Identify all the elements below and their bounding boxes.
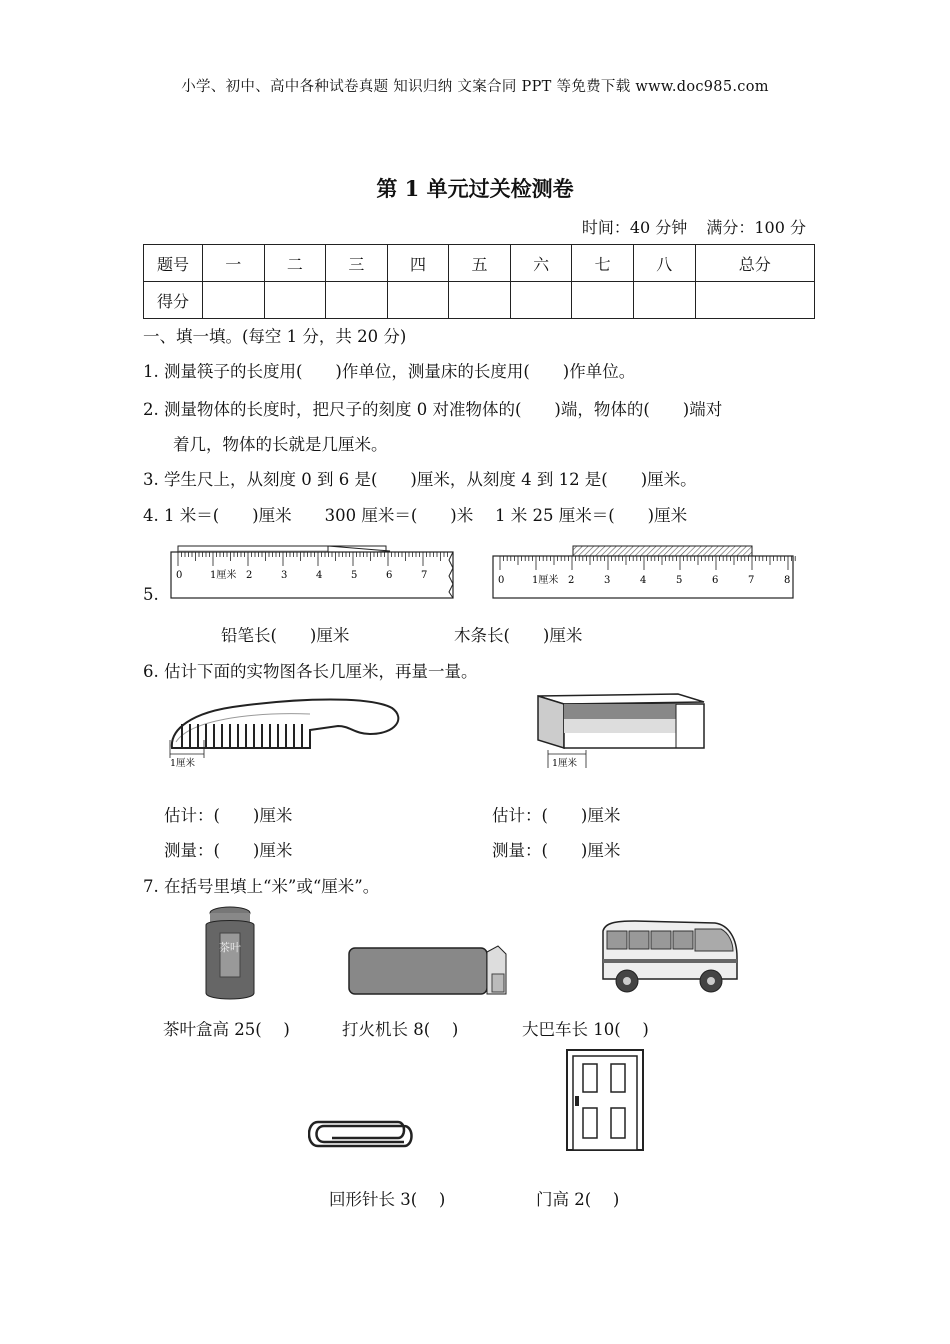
unit-marker-label: 1厘米 xyxy=(552,758,578,769)
question-3: 3. 学生尺上，从刻度 0 到 6 是( )厘米，从刻度 4 到 12 是( )厘米。 xyxy=(143,470,697,489)
ruler-tick-label: 0 xyxy=(498,575,505,586)
score-cell[interactable] xyxy=(633,282,695,319)
question-2-line2: 着几，物体的长就是几厘米。 xyxy=(173,435,388,454)
col-header: 三 xyxy=(326,245,388,282)
ruler-tick-label: 6 xyxy=(712,575,719,586)
ruler-tick-label: 5 xyxy=(676,575,683,586)
paper-clip-icon xyxy=(309,1122,412,1146)
row-label-question: 题号 xyxy=(144,245,203,282)
ruler-tick-label: 4 xyxy=(316,570,323,581)
score-table-header-row xyxy=(144,245,815,282)
score-cell[interactable] xyxy=(695,282,815,319)
score-table-score-row xyxy=(144,282,815,319)
comb-figure xyxy=(160,690,410,770)
door-height-blank: 门高 2( ) xyxy=(536,1190,620,1209)
col-header: 二 xyxy=(264,245,326,282)
question-6: 6. 估计下面的实物图各长几厘米，再量一量。 xyxy=(143,662,478,681)
tea-box-text: 茶叶 xyxy=(219,941,241,954)
col-header: 八 xyxy=(633,245,695,282)
ruler-pencil-figure xyxy=(168,540,460,602)
section-heading: 一、填一填。(每空 1 分，共 20 分) xyxy=(143,327,407,346)
eraser-figure xyxy=(528,688,718,772)
ruler-tick-label: 0 xyxy=(176,570,183,581)
ruler-tick-label: 7 xyxy=(421,570,428,581)
col-header: 总分 xyxy=(695,245,815,282)
bus-length-blank: 大巴车长 10( ) xyxy=(522,1020,649,1039)
tea-box-figure xyxy=(200,905,262,1001)
question-5-number: 5. xyxy=(143,585,159,604)
bus-figure xyxy=(595,917,745,999)
score-cell[interactable] xyxy=(326,282,388,319)
col-header: 六 xyxy=(510,245,572,282)
eraser-measure: 测量：( )厘米 xyxy=(492,841,621,860)
ruler-tick-label: 7 xyxy=(748,575,755,586)
bus-icon xyxy=(603,921,737,992)
comb-measure: 测量：( )厘米 xyxy=(164,841,293,860)
score-cell[interactable] xyxy=(387,282,449,319)
col-header: 五 xyxy=(449,245,511,282)
ruler-tick-label: 2 xyxy=(568,575,575,586)
ruler-tick-label: 4 xyxy=(640,575,647,586)
question-1: 1. 测量筷子的长度用( )作单位，测量床的长度用( )作单位。 xyxy=(143,362,636,381)
comb-estimate: 估计：( )厘米 xyxy=(164,806,293,825)
col-header: 四 xyxy=(387,245,449,282)
col-header: 一 xyxy=(203,245,265,282)
unit-marker-label: 1厘米 xyxy=(170,758,196,769)
score-table xyxy=(143,244,815,319)
question-7: 7. 在括号里填上“米”或“厘米”。 xyxy=(143,877,380,896)
lighter-icon xyxy=(349,946,506,994)
question-4: 4. 1 米＝( )厘米 300 厘米＝( )米 1 米 25 厘米＝( )厘米 xyxy=(143,506,688,525)
full-score: 满分：100 分 xyxy=(706,218,806,237)
page-title: 第 1 单元过关检测卷 xyxy=(376,176,574,201)
score-cell[interactable] xyxy=(510,282,572,319)
score-cell[interactable] xyxy=(264,282,326,319)
door-icon xyxy=(567,1050,643,1150)
eraser-icon xyxy=(538,694,704,748)
time-limit: 时间：40 分钟 xyxy=(581,218,688,237)
score-cell[interactable] xyxy=(203,282,265,319)
lighter-figure xyxy=(346,940,511,1000)
score-cell[interactable] xyxy=(572,282,634,319)
ruler-tick-label: 6 xyxy=(386,570,393,581)
score-cell[interactable] xyxy=(449,282,511,319)
ruler-stick-figure xyxy=(490,542,800,602)
header-note: 小学、初中、高中各种试卷真题 知识归纳 文案合同 PPT 等免费下载 www.doc985.com xyxy=(181,79,769,95)
ruler-tick-label: 3 xyxy=(604,575,611,586)
eraser-estimate: 估计：( )厘米 xyxy=(492,806,621,825)
ruler-tick-label: 5 xyxy=(351,570,358,581)
row-label-score: 得分 xyxy=(144,282,203,319)
col-header: 七 xyxy=(572,245,634,282)
paper-clip-length-blank: 回形针长 3( ) xyxy=(329,1190,446,1209)
pencil-length-blank: 铅笔长( )厘米 xyxy=(221,626,350,645)
ruler-tick-label: 2 xyxy=(246,570,253,581)
question-2-line1: 2. 测量物体的长度时，把尺子的刻度 0 对准物体的( )端，物体的( )端对 xyxy=(143,400,723,419)
stick-length-blank: 木条长( )厘米 xyxy=(454,626,583,645)
ruler-unit-label: 1厘米 xyxy=(532,575,559,586)
paper-clip-figure xyxy=(308,1118,418,1152)
ruler-tick-label: 3 xyxy=(281,570,288,581)
ruler-tick-label: 8 xyxy=(784,575,791,586)
door-figure xyxy=(565,1048,645,1152)
comb-icon xyxy=(172,700,398,749)
tea-box-height-blank: 茶叶盒高 25( ) xyxy=(163,1020,290,1039)
ruler-unit-label: 1厘米 xyxy=(210,570,237,581)
wood-stick xyxy=(573,546,752,556)
exam-meta xyxy=(568,215,806,238)
lighter-length-blank: 打火机长 8( ) xyxy=(342,1020,459,1039)
